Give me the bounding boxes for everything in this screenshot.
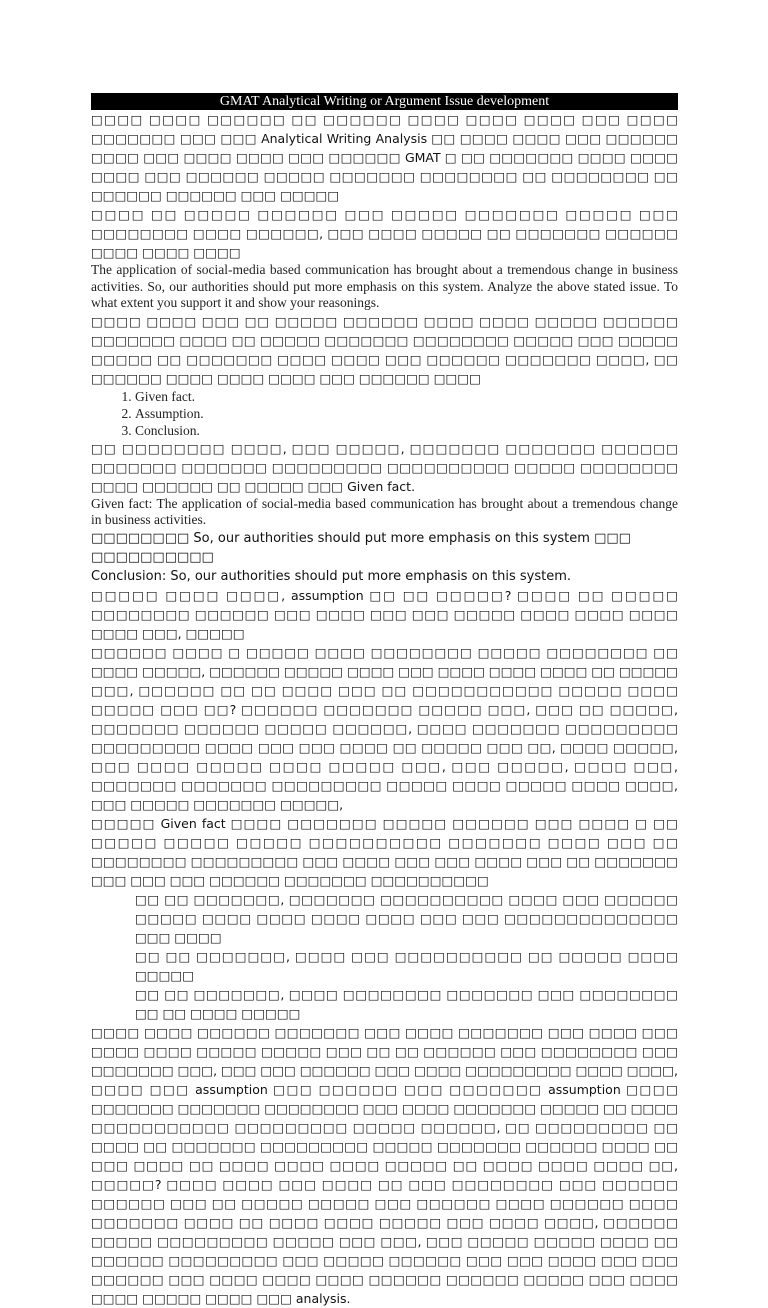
paragraph-9-bn-1: □□□□ □□□□ □□□□□□ □□□□□□□ □□□ □□□□ □□□□□□□ □□□ □□□□ □□□ □□□□ □□□□ □□□□□ □□□□□ □□□ □□ □□ □□□□□□ □□□ □□□□□□□□ □□□ □□□□□□□ □□□, □□□ □□□ □□□□□□ □□□ □□□□ □□□□□□□□□ □□□□ □□□□, □□□□ □□□ [91,1024,678,1097]
indent-item-3: □□ □□ □□□□□□□, □□□□ □□□□□□□□ □□□□□□□ □□□ □□□□□□□□ □□ □□ □□□□ □□□□□ [135,986,678,1021]
paragraph-8-bn-suffix: □□□□ □□□□□□□ □□□□□ □□□□□□ □□□ □□□□ □ □□ □□□□□ □□□□□ □□□□□ □□□□□□□□□□ □□□□□□□ □□□□ □□□ □□ □□□□□□□□ □□□□□□□□□ □□□ □□□□ □□□ □□□ □□□□ □□□ □□ □□□□□□□ □□□ □□□ □□□ □□□□□□ □□□□□□□ □□□□□□□□□□ [91,815,678,888]
paragraph-4 [91,439,678,496]
paragraph-9-bn-2: □□□ □□□□□□ □□□ □□□□□□□ [273,1081,543,1097]
indent-item-1: □□ □□ □□□□□□□, □□□□□□□ □□□□□□□□□□ □□□□ □□□ □□□□□□ □□□□□ □□□□ □□□□ □□□□ □□□□ □□□ □□□ □□□□□□□□□□□□□□ □□□ □□□□ [135,891,678,945]
paragraph-9-en-2: assumption [548,1081,621,1097]
intro-bn-2: □□ □□□□ □□□□ □□□ □□□□□□ □□□□ □□□ □□□□ □□□□ □□□ □□□□□□ [91,131,678,165]
intro-bn-1: □□□□ □□□□ □□□□□□ □□ □□□□□□ □□□□ □□□□ □□□□ □□□ □□□□ □□□□□□□ □□□ □□□ [91,112,678,146]
issue-statement: The application of social-media based communication has brought about a tremendous change in business activities. So, our authorities should put more emphasis on this system. Analyze the above stated issue. To what extent you support it and show your reasonings. [91,262,678,310]
paragraph-2: □□□□ □□ □□□□□ □□□□□□ □□□ □□□□□ □□□□□□□ □□□□□ □□□ □□□□□□□□ □□□□ □□□□□□, □□□ □□□□ □□□□□ □□ □□□□□□□ □□□□□□ □□□□ □□□□ □□□□ [91,207,678,260]
intro-en-2: GMAT [404,150,441,165]
intro-bn-3: □ □□ □□□□□□□ □□□□ □□□□ □□□□ □□□ □□□□□□ □□□□□ □□□□□□□ □□□□□□□□ □□ □□□□□□□□ □□ □□□□□□ □□□□□□ □□□ □□□□□ [91,150,678,203]
document-title: GMAT Analytical Writing or Argument Issue development [91,93,678,110]
paragraph-4-bn: □□ □□□□□□□□ □□□□, □□□ □□□□□, □□□□□□□ □□□□□□□ □□□□□□ □□□□□□□ □□□□□□□ □□□□□□□□□ □□□□□□□□□□ □□□□□ □□□□□□□□ □□□□ □□□□□□ □□ □□□□□ □□□ [91,440,678,494]
list-item: 2. Assumption. [135,405,678,422]
paragraph-9-en-1: assumption [195,1081,268,1097]
paragraph-6-bn-prefix: □□□□□ □□□□ □□□□, [91,587,286,603]
paragraph-5-bn-suffix: □□□ □□□□□□□□□□ [91,530,631,565]
paragraph-5-en: So, our authorities should put more emphasis on this system [193,530,590,546]
paragraph-3: □□□□ □□□□ □□□ □□ □□□□□ □□□□□□ □□□□ □□□□ □□□□□ □□□□□□ □□□□□□□ □□□□ □□ □□□□□ □□□□□□□ □□□□□□□□ □□□□□ □□□ □□□□□ □□□□□ □□ □□□□□□□ □□□□ □□□□ □□□ □□□□□□ □□□□□□□ □□□□, □□ □□□□□□ □□□□ □□□□ □□□□ □□□ □□□□□□ □□□□ [91,313,678,386]
paragraph-8-en: Given fact [160,815,226,831]
document-page [91,93,678,1308]
conclusion: Conclusion: So, our authorities should put more emphasis on this system. [91,568,572,584]
paragraph-9-en-3: analysis. [295,1290,351,1306]
paragraph-7: □□□□□□ □□□□ □ □□□□□ □□□□ □□□□□□□□ □□□□□ □□□□□□□□ □□ □□□□ □□□□□, □□□□□□ □□□□□ □□□□ □□□ □□□□ □□□□ □□□□ □□ □□□□□ □□□, □□□□□□ □□ □□ □□□□ □□□ □□ □□□□□□□□□□□ □□□□□ □□□□ □□□□□ □□□ □□? □□□□□□ □□□□□□□ □□□□□ □□□, □□□ □□ □□□□□, □□□□□□□ □□□□□□ □□□□□ □□□□□□, □□□□ □□□□□□□ □□□□□□□□□ □□□□□□□□□ □□□□ □□□ □□□ □□□□ □□ □□□□□ □□□ □□, □□□□ □□□□□, □□□ □□□□ □□□□□ □□□□ □□□□□ □□□, □□□ □□□□□, □□□□ □□□, □□□□□□□ □□□□□□□ □□□□□□□□□ □□□□□ □□□□ □□□□□ □□□□ □□□□, □□□ □□□□□ □□□□□□□ □□□□□, [91,644,678,812]
list-item: 3. Conclusion. [135,422,678,439]
given-fact: Given fact: The application of social-media based communication has brought about a tremendous change in business activities. [91,495,678,527]
indent-item-2: □□ □□ □□□□□□□, □□□□ □□□ □□□□□□□□□□ □□ □□□□□ □□□□ □□□□□ [135,948,678,983]
paragraph-5-bn-prefix: □□□□□□□□ [91,530,190,546]
paragraph-8 [91,814,678,890]
paragraph-8-bn-prefix: □□□□□ [91,815,156,831]
paragraph-5 [91,529,678,567]
paragraph-6 [91,586,678,643]
parts-list [91,388,678,439]
paragraph-9 [91,1023,678,1308]
paragraph-9-bn-3: □□□□ □□□□□□□ □□□□□□□ □□□□□□□□ □□□ □□□□ □□□□□□□ □□□□□ □□ □□□□ □□□□□□□□□□□ □□□□□□□□□ □□□□□ □□□□□□, □□ □□□□□□□□□ □□ □□□□ □□ □□□□□□□ □□□□□□□□□ □□□□□ □□□□□□□ □□□□□□ □□□□ □□ □□□ □□□□ □□ □□□□ □□□□ □□□□ □□□□□ □□ □□□□ □□□□ □□□□ □□, □□□□□? □□□□ □□□□ □□□ □□□□ □□ □□□ □□□□□□□□ □□□ □□□□□□ □□□□□□ □□□ □□ □□□□□ □□□□□ □□□ □□□□□□ □□□□ □□□□□□ □□□□ □□□□□□□ □□□□ □□ □□□□ □□□□ □□□□□ □□□ □□□□ □□□□, □□□□□□ □□□□□ □□□□□□□□□ □□□□□ □□□ □□□, □□□ □□□□□ □□□□□ □□□□ □□ □□□□□□ □□□□□□□□□ □□□ □□□□□ □□□□□□ □□□ □□□ □□□□ □□□ □□□ □□□□□□ □□□ □□□□ □□□□ □□□□ □□□□□□ □□□□□□ □□□□□ □□□ □□□□ □□□□ □□□□□ □□□□ □□□ [91,1081,678,1306]
paragraph-4-en: Given fact. [347,478,416,494]
intro-paragraph [91,110,678,205]
intro-en-1: Analytical Writing Analysis [261,131,428,146]
list-item: 1. Given fact. [135,388,678,405]
paragraph-6-en: assumption [290,587,364,603]
paragraph-6-bn-suffix: □□ □□ □□□□□? □□□□ □□ □□□□□ □□□□□□□□ □□□□□□ □□□ □□□□ □□□ □□□ □□□□□ □□□□ □□□□ □□□□ □□□□ □□□, □□□□□ [91,587,678,641]
